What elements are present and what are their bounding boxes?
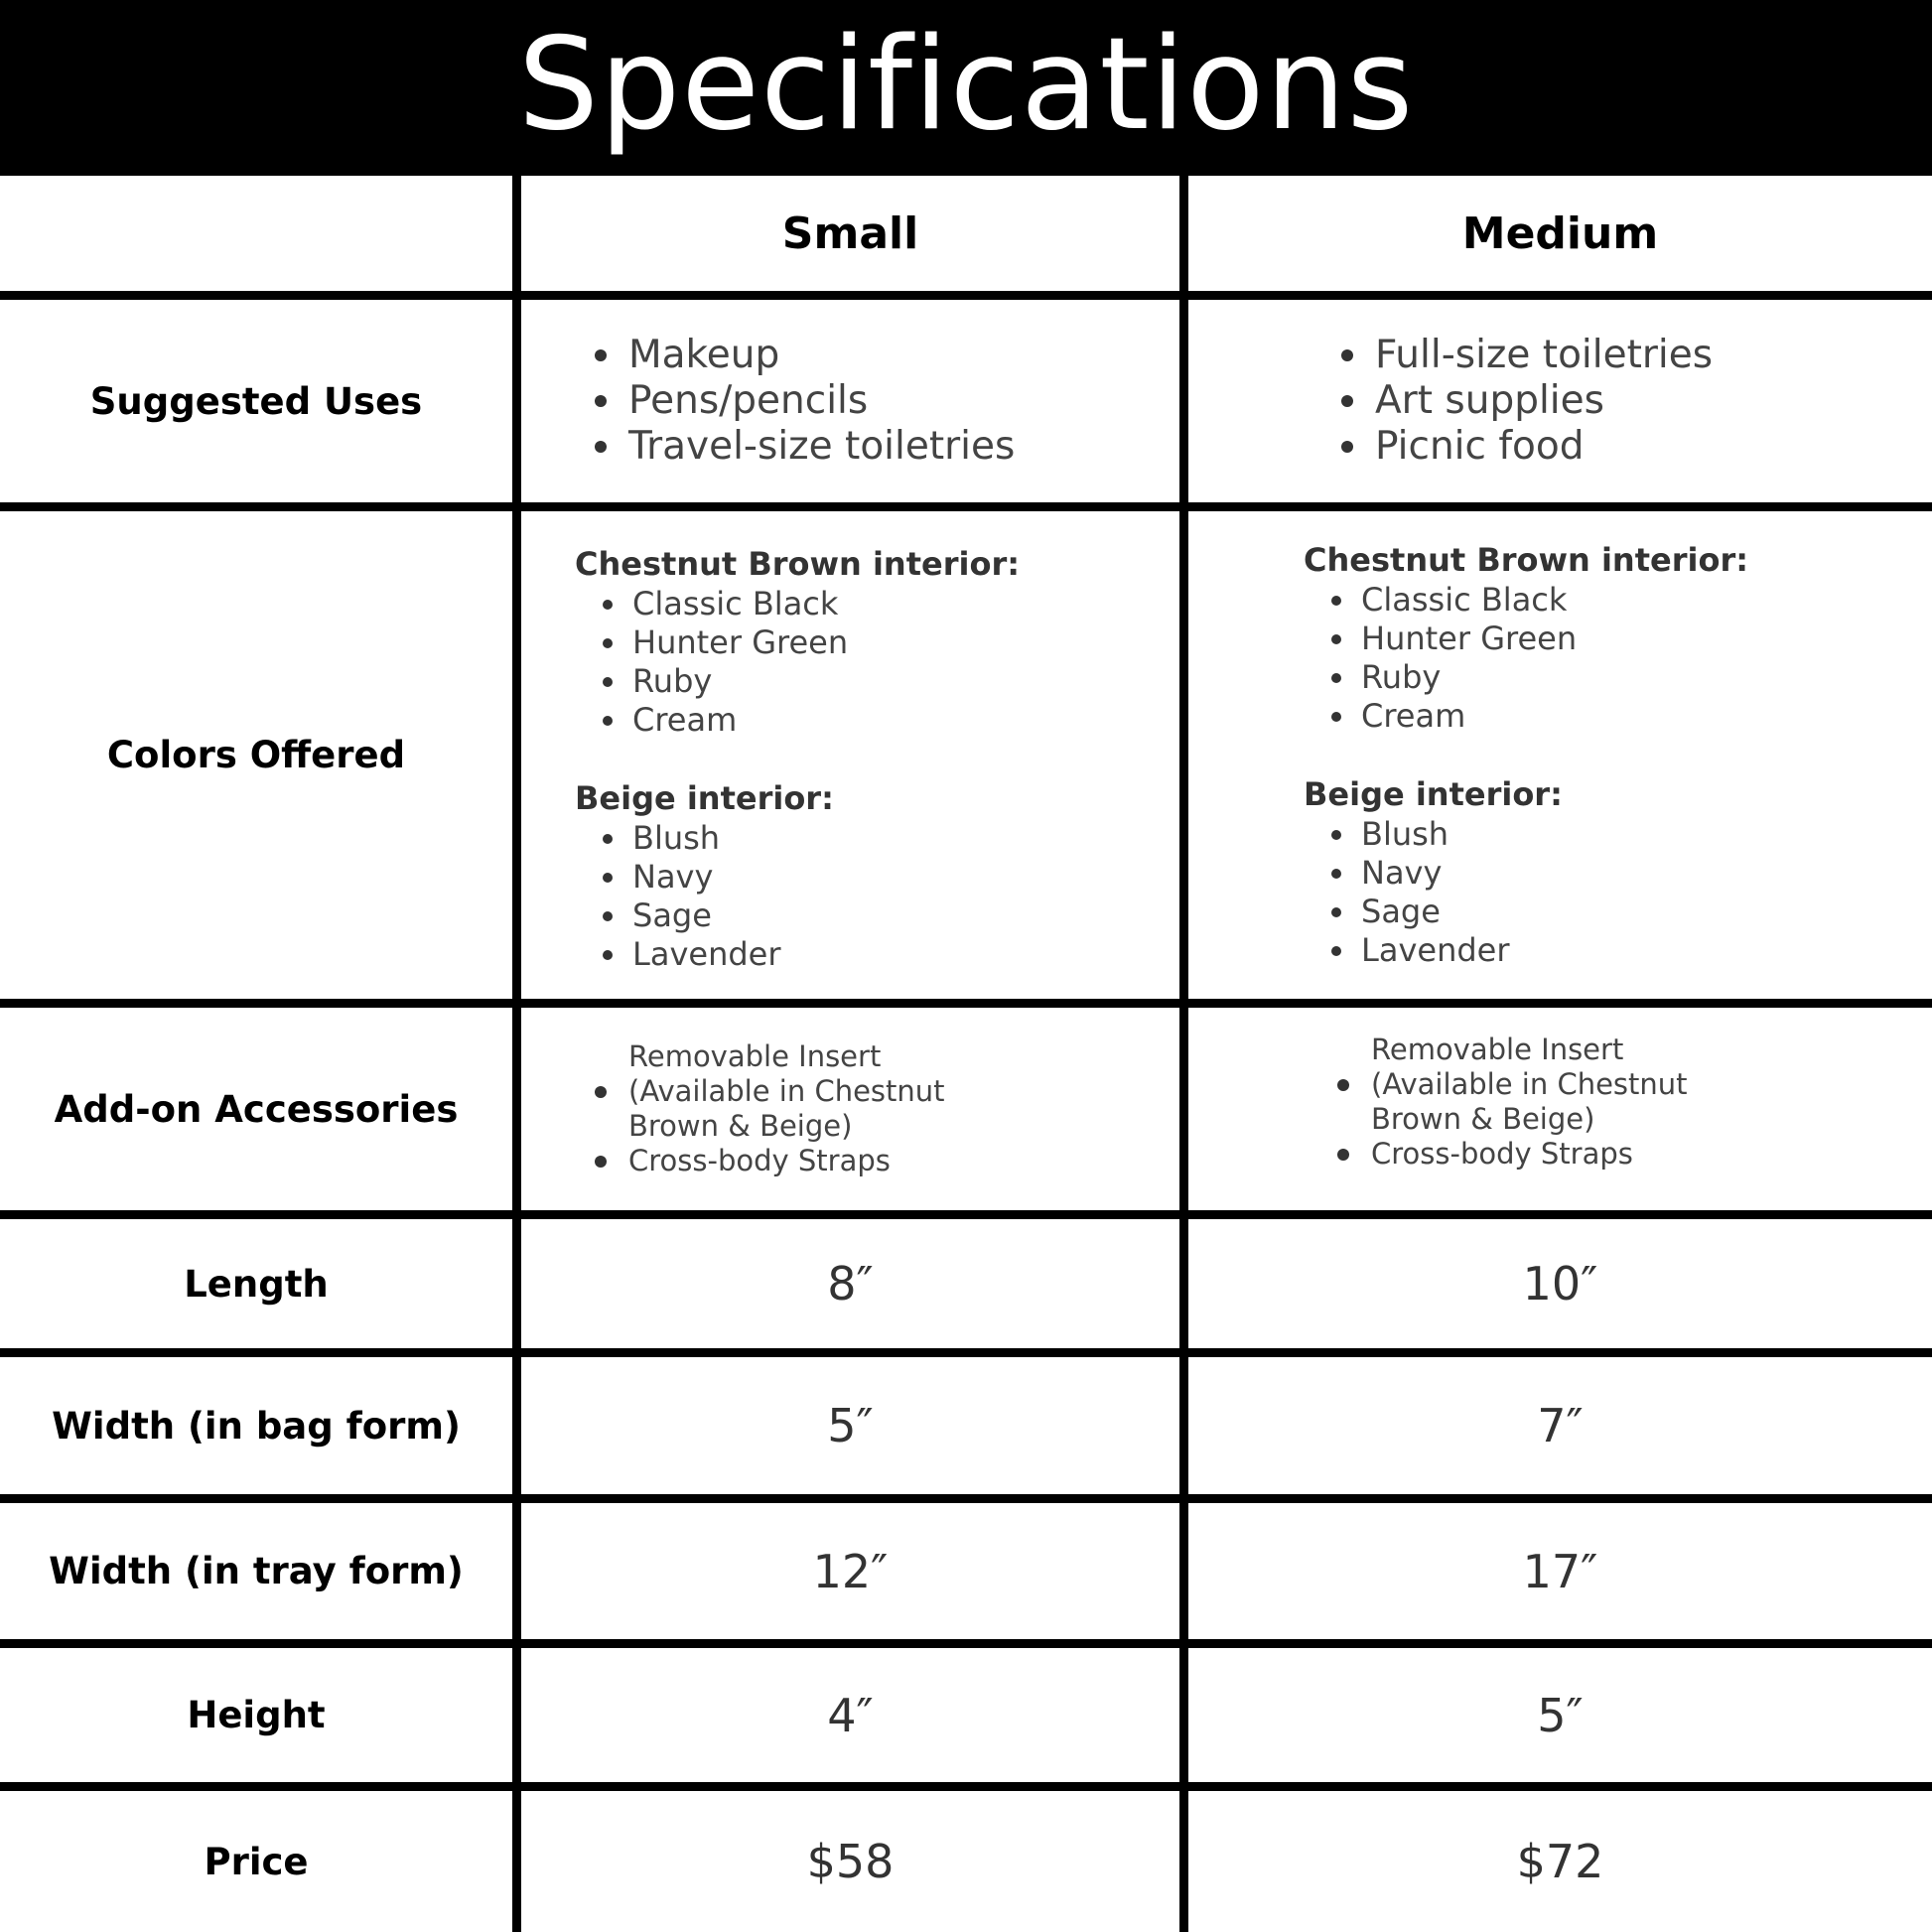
- list-item: Navy: [1327, 854, 1748, 893]
- row-divider: [0, 1348, 1932, 1357]
- colors-group-heading: Chestnut Brown interior:: [575, 545, 1021, 583]
- list-item: Hunter Green: [1327, 620, 1748, 658]
- height-medium: 5″: [1537, 1688, 1584, 1742]
- colors-small-chestnut: [575, 545, 1020, 740]
- length-small: 8″: [827, 1257, 874, 1311]
- row-label-width-bag: Width (in bag form): [52, 1404, 461, 1448]
- list-item: Sage: [1327, 893, 1748, 931]
- colors-group-heading: Beige interior:: [1304, 775, 1563, 813]
- list-item: Classic Black: [1327, 581, 1748, 620]
- width-bag-small: 5″: [827, 1399, 874, 1452]
- colors-medium-beige: [1304, 775, 1748, 970]
- list-item: Makeup: [591, 333, 1015, 378]
- list-item: Blush: [1327, 815, 1748, 854]
- colors-small-beige: [575, 779, 1020, 974]
- row-divider: [0, 291, 1932, 300]
- column-divider: [1179, 174, 1188, 1932]
- price-medium: $72: [1516, 1835, 1604, 1888]
- title-bar: [0, 0, 1932, 176]
- colors-medium: [1188, 511, 1932, 999]
- row-divider: [0, 1210, 1932, 1219]
- row-label-colors-offered: Colors Offered: [106, 734, 406, 776]
- row-divider: [0, 502, 1932, 511]
- length-medium: 10″: [1522, 1257, 1598, 1311]
- suggested-uses-small-list: [591, 333, 1015, 470]
- addons-small-list: [591, 1039, 968, 1178]
- row-label-width-tray: Width (in tray form): [49, 1550, 464, 1592]
- suggested-uses-medium: [1188, 300, 1932, 502]
- suggested-uses-medium-list: [1337, 333, 1713, 470]
- list-item: Hunter Green: [599, 623, 1020, 662]
- row-label-price: Price: [204, 1840, 309, 1883]
- column-divider: [512, 174, 521, 1932]
- price-small: $58: [806, 1835, 895, 1888]
- row-divider: [0, 1494, 1932, 1503]
- width-tray-small: 12″: [812, 1544, 889, 1598]
- colors-medium-chestnut: [1304, 541, 1748, 736]
- list-item: Removable Insert (Available in Chestnut Brown & Beige): [591, 1039, 968, 1144]
- row-label-height: Height: [187, 1694, 326, 1736]
- colors-group-heading: Chestnut Brown interior:: [1304, 541, 1749, 579]
- row-divider: [0, 999, 1932, 1008]
- list-item: Travel-size toiletries: [591, 424, 1015, 470]
- addons-small: [521, 1008, 1179, 1210]
- list-item: Navy: [599, 858, 1020, 897]
- column-header-small: Small: [781, 207, 919, 259]
- list-item: Lavender: [599, 935, 1020, 974]
- page-title: Specifications: [517, 10, 1415, 159]
- row-label-length: Length: [184, 1262, 329, 1306]
- list-item: Sage: [599, 897, 1020, 935]
- list-item: Lavender: [1327, 931, 1748, 970]
- colors-group-heading: Beige interior:: [575, 779, 834, 817]
- suggested-uses-small: [521, 300, 1179, 502]
- list-item: Pens/pencils: [591, 378, 1015, 424]
- addons-medium-list: [1333, 1033, 1711, 1172]
- list-item: Cream: [599, 701, 1020, 740]
- list-item: Removable Insert (Available in Chestnut Brown & Beige): [1333, 1033, 1711, 1137]
- addons-medium: [1188, 1008, 1932, 1210]
- list-item: Art supplies: [1337, 378, 1713, 424]
- list-item: Ruby: [1327, 658, 1748, 697]
- list-item: Full-size toiletries: [1337, 333, 1713, 378]
- width-bag-medium: 7″: [1537, 1399, 1584, 1452]
- list-item: Classic Black: [599, 585, 1020, 623]
- colors-small: [521, 511, 1179, 999]
- row-label-addons: Add-on Accessories: [54, 1087, 459, 1131]
- list-item: Cream: [1327, 697, 1748, 736]
- width-tray-medium: 17″: [1522, 1544, 1598, 1598]
- list-item: Blush: [599, 819, 1020, 858]
- column-header-medium: Medium: [1461, 207, 1659, 259]
- height-small: 4″: [827, 1688, 874, 1742]
- row-divider: [0, 1639, 1932, 1648]
- row-divider: [0, 1782, 1932, 1791]
- row-label-suggested-uses: Suggested Uses: [89, 379, 423, 423]
- list-item: Cross-body Straps: [1333, 1137, 1711, 1172]
- list-item: Ruby: [599, 662, 1020, 701]
- list-item: Picnic food: [1337, 424, 1713, 470]
- list-item: Cross-body Straps: [591, 1144, 968, 1178]
